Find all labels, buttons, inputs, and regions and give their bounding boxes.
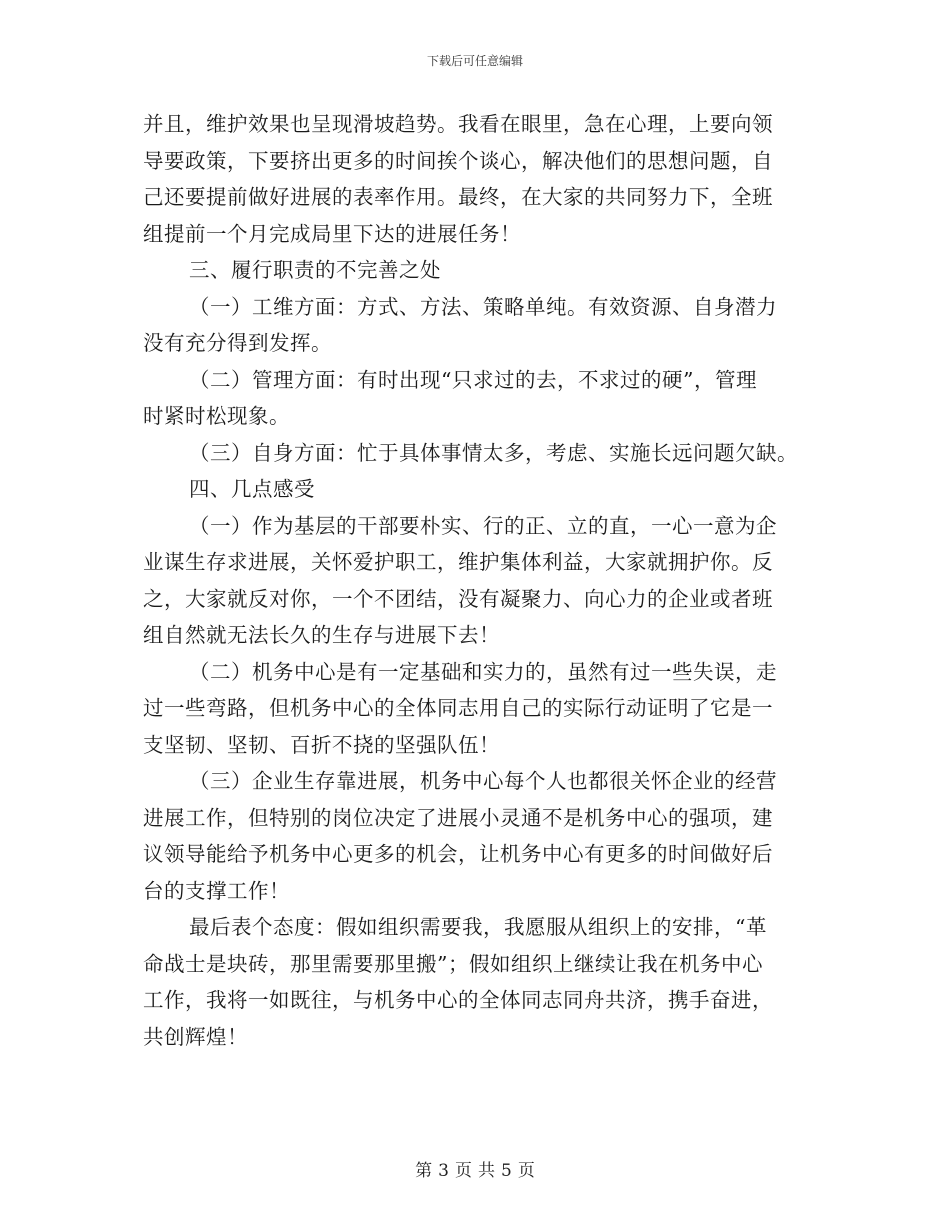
text-line: 议领导能给予机务中心更多的机会，让机务中心有更多的时间做好后 (143, 842, 773, 866)
text-line: 工作，我将一如既往，与机务中心的全体同志同舟共济，携手奋进， (143, 988, 773, 1012)
text-line: 业谋生存求进展，关怀爱护职工，维护集体利益，大家就拥护你。反 (143, 550, 773, 574)
text-line: （一）作为基层的干部要朴实、行的正、立的直，一心一意为企 (189, 513, 777, 538)
text-line: 共创辉煌！ (143, 1024, 248, 1049)
text-line: 进展工作，但特别的岗位决定了进展小灵通不是机务中心的强项，建 (143, 805, 773, 830)
page-unit: 页 (455, 1161, 472, 1181)
text-line: （三）企业生存靠进展，机务中心每个人也都很关怀企业的经营 (189, 769, 777, 793)
text-line: 己还要提前做好进展的表率作用。最终，在大家的共同努力下，全班 (143, 185, 773, 209)
page-footer (0, 1156, 950, 1181)
section-heading: 三、履行职责的不完善之处 (189, 258, 441, 282)
text-line: （二）管理方面：有时出现“只求过的去，不求过的硬”，管理 (189, 367, 757, 392)
page-word: 第 (415, 1161, 433, 1181)
total-pages: 5 (501, 1161, 512, 1181)
text-line: 组提前一个月完成局里下达的进展任务！ (143, 221, 521, 246)
total-word: 共 (478, 1161, 495, 1181)
page-number: 3 (438, 1161, 449, 1181)
text-line: 并且，维护效果也呈现滑坡趋势。我看在眼里，急在心理，上要向领 (143, 112, 773, 136)
text-line: 过一些弯路，但机务中心的全体同志用自己的实际行动证明了它是一 (143, 696, 773, 720)
document-body (143, 106, 811, 1055)
text-line: 支坚韧、坚韧、百折不挠的坚强队伍！ (143, 732, 500, 757)
text-line: 没有充分得到发挥。 (143, 331, 332, 355)
text-line: 导要政策，下要挤出更多的时间挨个谈心，解决他们的思想问题，自 (143, 148, 773, 173)
total-unit: 页 (517, 1161, 535, 1181)
text-line: （二）机务中心是有一定基础和实力的，虽然有过一些失误，走 (189, 659, 777, 684)
text-line: 时紧时松现象。 (143, 404, 290, 428)
text-line: 组自然就无法长久的生存与进展下去！ (143, 623, 500, 647)
text-line: 之，大家就反对你，一个不团结，没有凝聚力、向心力的企业或者班 (143, 586, 773, 611)
section-heading: 四、几点感受 (189, 477, 315, 501)
text-line: 台的支撑工作！ (143, 878, 290, 903)
text-line: （三）自身方面：忙于具体事情太多，考虑、实施长远问题欠缺。 (189, 440, 798, 465)
text-line: 最后表个态度：假如组织需要我，我愿服从组织上的安排，“革 (189, 915, 767, 939)
page-header: 下载后可任意编辑 (426, 54, 523, 68)
text-line: 命战士是块砖，那里需要那里搬”；假如组织上继续让我在机务中心 (143, 951, 763, 976)
text-line: （一）工维方面：方式、方法、策略单纯。有效资源、自身潜力 (189, 294, 777, 319)
